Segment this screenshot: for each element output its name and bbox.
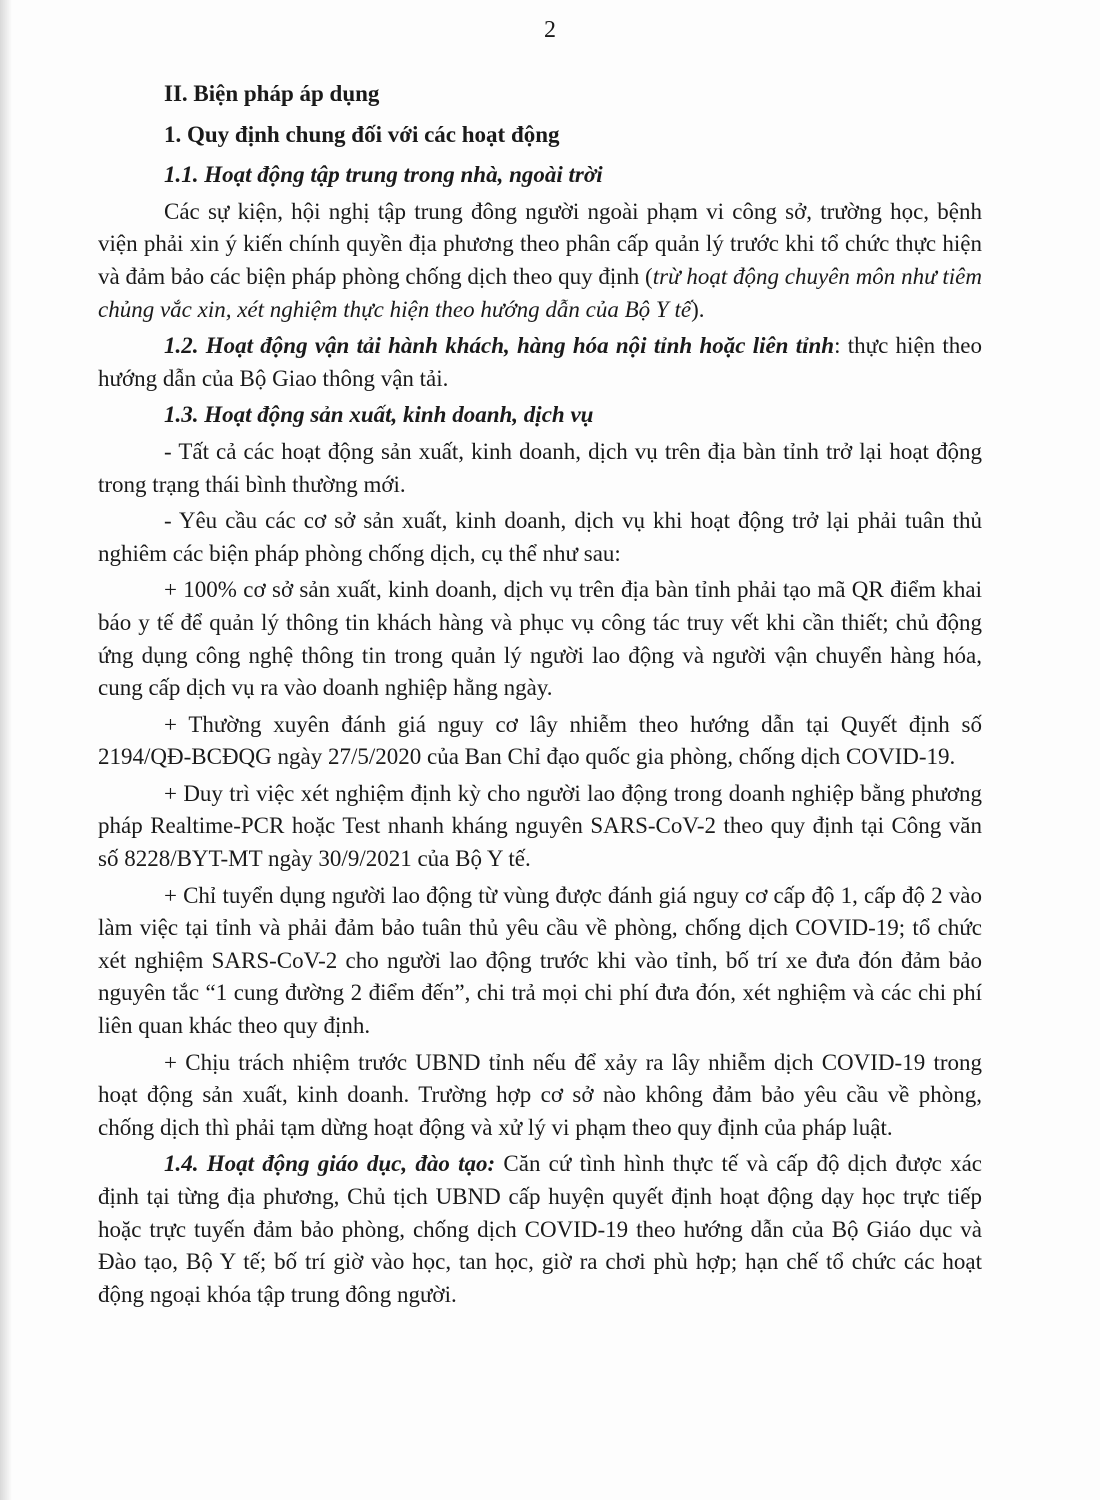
paragraph-1-4-text: Căn cứ tình hình thực tế và cấp độ dịch được xác định tại từng địa phương, Chủ tịch UBND cấp huyện quyết định hoạt động dạy học trực tiếp hoặc trực tuyến đảm bảo phòng, chống dịch COVID-19 theo hướng dẫn của Bộ Giáo dục và Đào tạo, Bộ Y tế; bố trí giờ vào học, tan học, giờ ra chơi phù hợp; hạn chế tổ chức các hoạt động ngoại khóa tập trung đông người. [98,1151,982,1307]
paragraph-1-3-c: + 100% cơ sở sản xuất, kinh doanh, dịch vụ trên địa bàn tỉnh phải tạo mã QR điểm khai báo y tế để quản lý thông tin khách hàng và phục vụ công tác truy vết khi cần thiết; chủ động ứng dụng công nghệ thông tin trong quản lý người lao động và người vận chuyển hàng hóa, cung cấp dịch vụ ra vào doanh nghiệp hằng ngày. [98,577,982,701]
paragraph-1-3-e: + Duy trì việc xét nghiệm định kỳ cho người lao động trong doanh nghiệp bằng phương pháp Realtime-PCR hoặc Test nhanh kháng nguyên SARS-CoV-2 theo quy định tại Công văn số 8228/BYT-MT ngày 30/9/2021 của Bộ Y tế. [98,780,982,872]
paragraph-1-3-g: + Chịu trách nhiệm trước UBND tỉnh nếu để xảy ra lây nhiễm dịch COVID-19 trong hoạt động sản xuất, kinh doanh. Trường hợp cơ sở nào không đảm bảo yêu cầu về phòng, chống dịch thì phải tạm dừng hoạt động và xử lý vi phạm theo quy định của pháp luật. [98,1049,982,1140]
paragraph-1-4 [98,1148,982,1311]
page-number: 2 [544,17,556,43]
page-edge-shadow [0,0,12,1500]
paragraph-1-3-b: - Yêu cầu các cơ sở sản xuất, kinh doanh, dịch vụ khi hoạt động trở lại phải tuân thủ nghiêm các biện pháp phòng chống dịch, cụ thể như sau: [98,508,982,566]
paragraph-1-1-tail: ). [691,296,705,322]
section-title: II. Biện pháp áp dụng [164,81,380,106]
subsection-title: 1. Quy định chung đối với các hoạt động [164,121,560,147]
paragraph-1-1-text: Các sự kiện, hội nghị tập trung đông người ngoài phạm vi công sở, trường học, bệnh viện phải xin ý kiến chính quyền địa phương theo phân cấp quản lý trước khi tổ chức thực hiện và đảm bảo các biện pháp phòng chống dịch theo quy định ( [98,198,982,289]
heading-1-4: 1.4. Hoạt động giáo dục, đào tạo: [164,1151,496,1177]
paragraph-1-3-d: + Thường xuyên đánh giá nguy cơ lây nhiễm theo hướng dẫn tại Quyết định số 2194/QĐ-BCĐQG ngày 27/5/2020 của Ban Chỉ đạo quốc gia phòng, chống dịch COVID-19. [98,711,982,770]
paragraph-1-2 [98,330,982,395]
heading-1-3: 1.3. Hoạt động sản xuất, kinh doanh, dịch vụ [164,402,594,428]
paragraph-1-1-italic: trừ hoạt động chuyên môn như tiêm chủng vắc xin, xét nghiệm thực hiện theo hướng dẫn của Bộ Y tế [98,263,983,322]
paragraph-1-2-text: : thực hiện theo hướng dẫn của Bộ Giao thông vận tải. [98,333,982,391]
paragraph-1-3-a: - Tất cả các hoạt động sản xuất, kinh doanh, dịch vụ trên địa bàn tỉnh trở lại hoạt động trong trạng thái bình thường mới. [98,438,982,497]
heading-1-1: 1.1. Hoạt động tập trung trong nhà, ngoài trời [164,162,603,188]
heading-1-2: 1.2. Hoạt động vận tải hành khách, hàng hóa nội tỉnh hoặc liên tỉnh [164,333,835,359]
document-body [98,78,982,1315]
paragraph-1-3-f: + Chỉ tuyển dụng người lao động từ vùng được đánh giá nguy cơ cấp độ 1, cấp độ 2 vào làm việc tại tỉnh và phải đảm bảo tuân thủ yêu cầu về phòng, chống dịch COVID-19; tổ chức xét nghiệm SARS-CoV-2 cho người lao động trước khi vào tỉnh, bố trí xe đưa đón đảm bảo nguyên tắc “1 cung đường 2 điểm đến”, chi trả mọi chi phí đưa đón, xét nghiệm và các chi phí liên quan khác theo quy định. [98,882,982,1039]
paragraph-1-1 [98,196,982,326]
